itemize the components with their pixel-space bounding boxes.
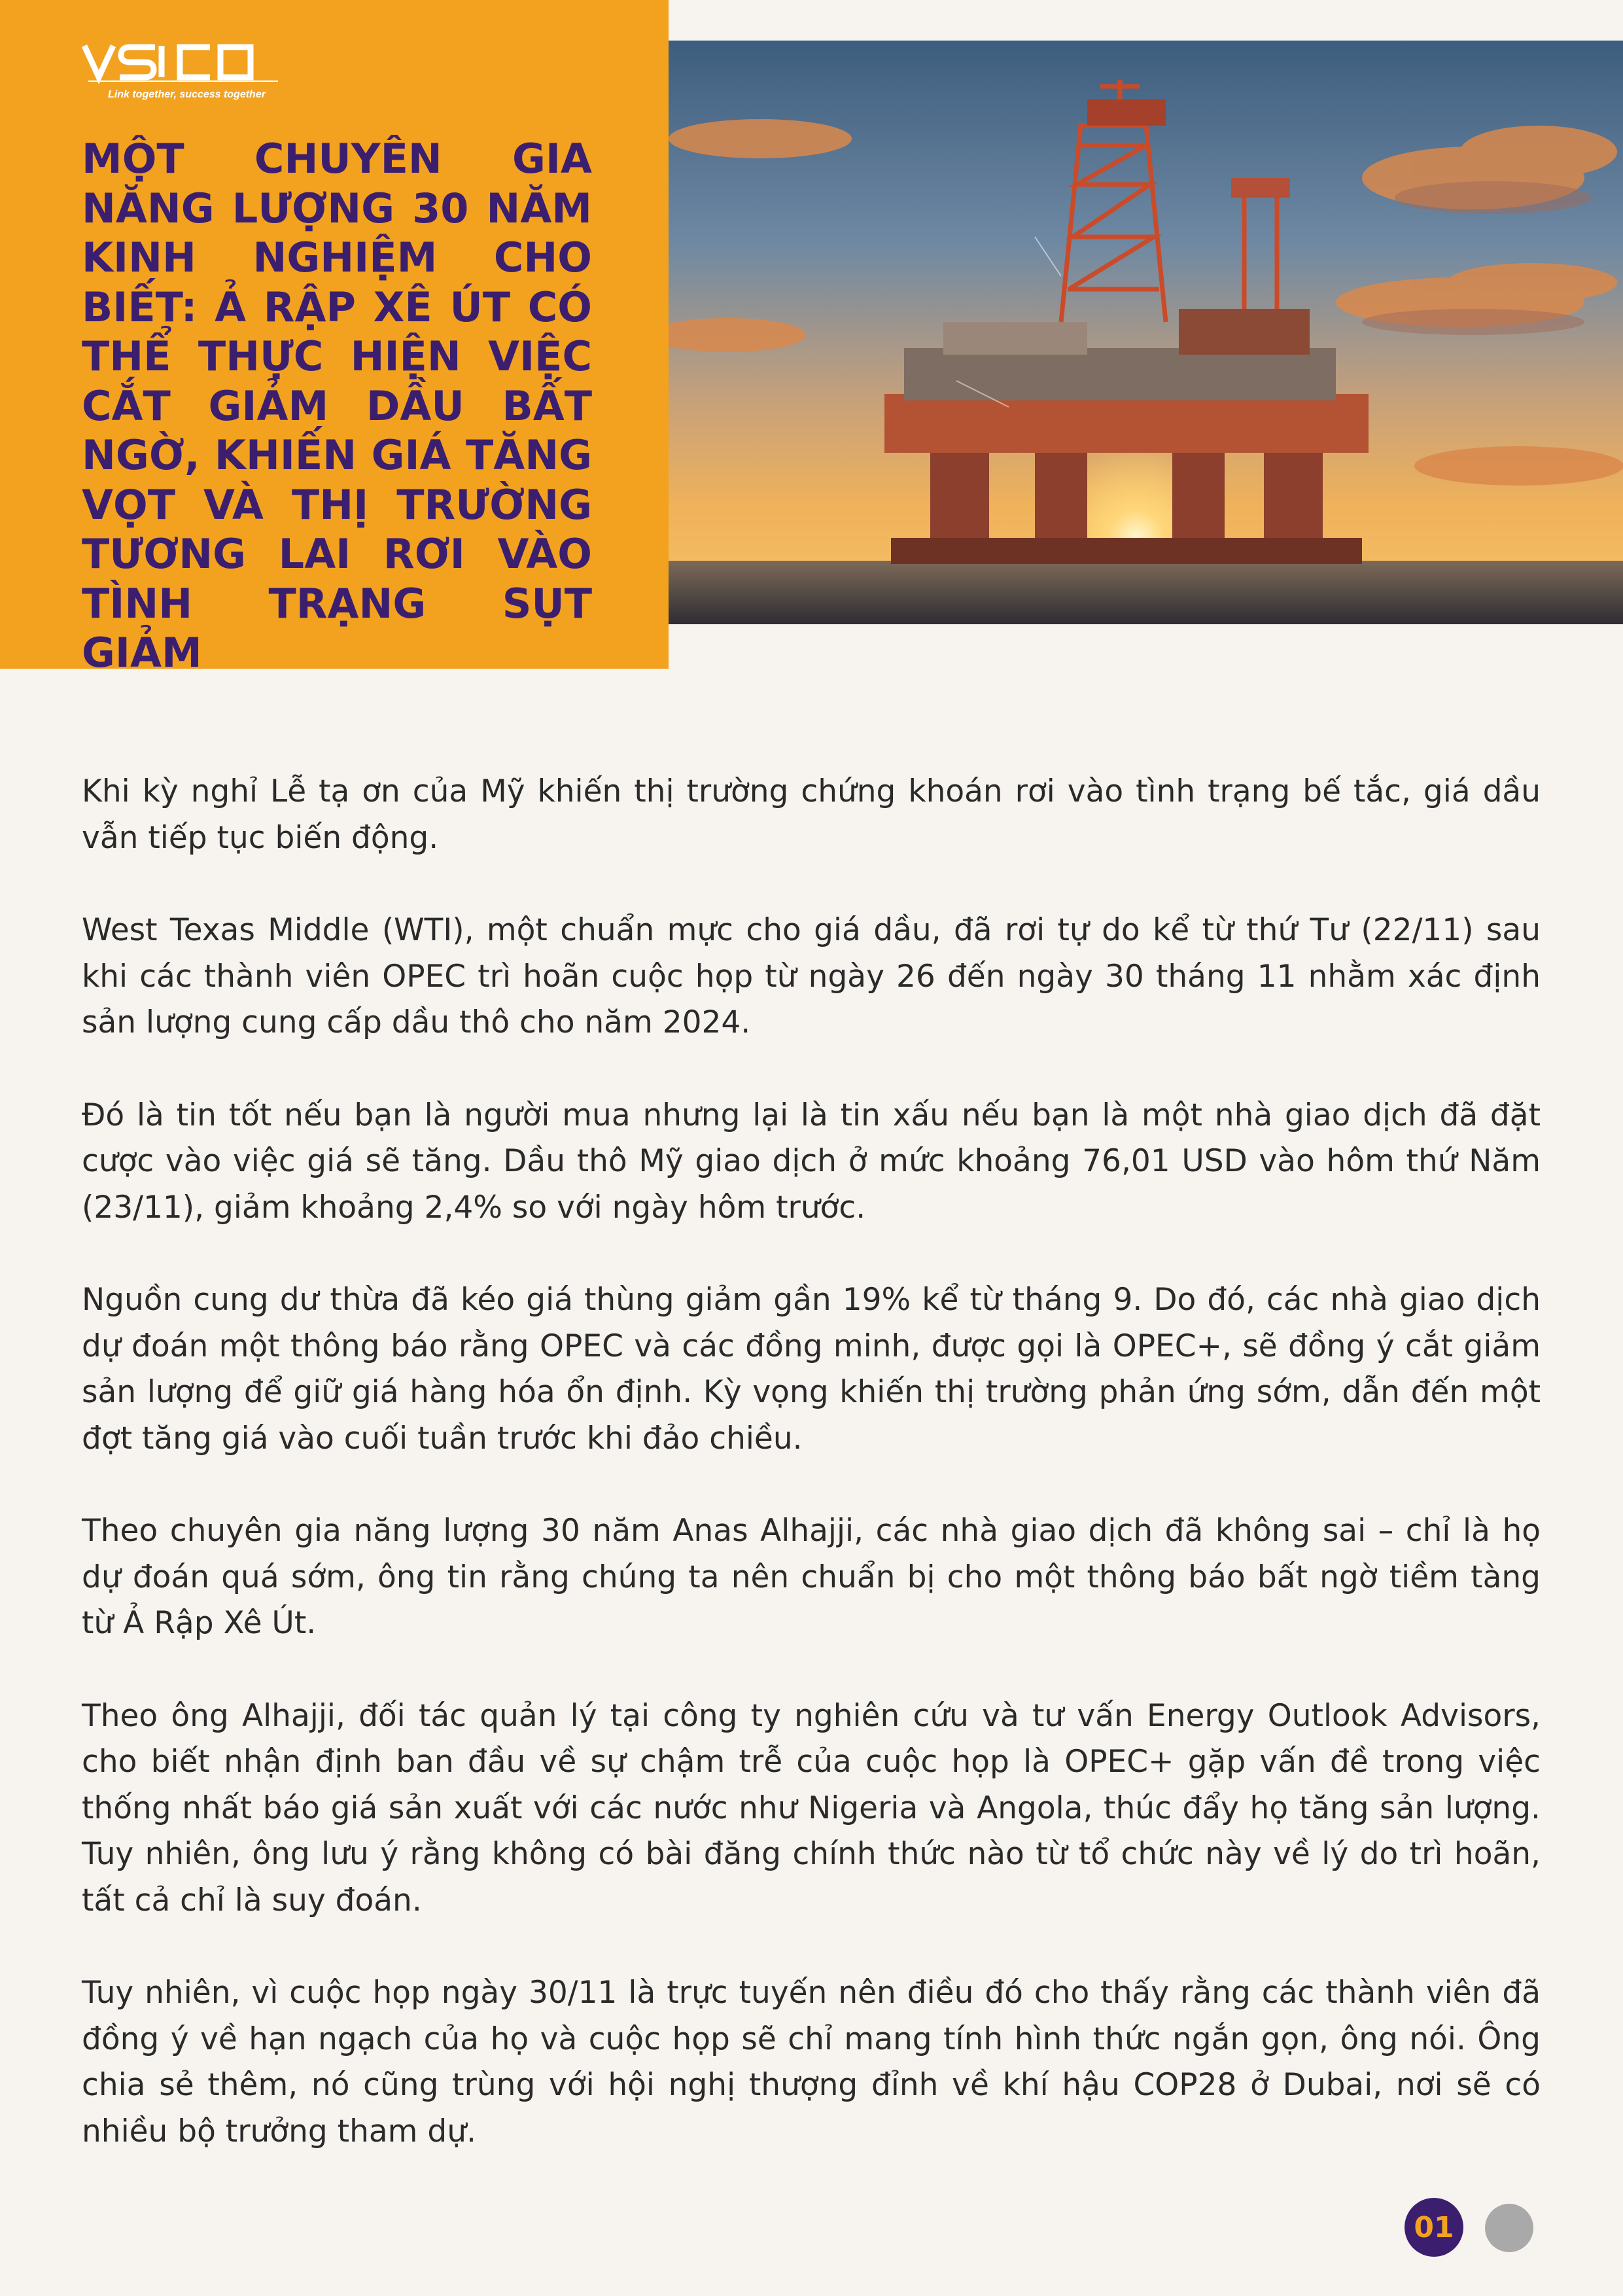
oil-rig-photo (669, 41, 1623, 624)
article-headline: MỘT CHUYÊN GIA NĂNG LƯỢNG 30 NĂM KINH NGHIỆM CHO BIẾT: Ả RẬP XÊ ÚT CÓ THỂ THỰC HIỆN VIỆC CẮT GIẢM DẦU BẤT NGỜ, KHIẾN GIÁ TĂNG VỌT VÀ THỊ TRƯỜNG TƯƠNG LAI RƠI VÀO TÌNH TRẠNG SỤT GIẢM (82, 135, 592, 677)
article-paragraph: West Texas Middle (WTI), một chuẩn mực cho giá dầu, đã rơi tự do kể từ thứ Tư (22/11) sau khi các thành viên OPEC trì hoãn cuộc họp từ ngày 26 đến ngày 30 tháng 11 nhằm xác định sản lượng cung cấp dầu thô cho năm 2024. (82, 912, 1541, 1040)
next-page-dot[interactable] (1485, 2204, 1533, 2252)
article-paragraph: Nguồn cung dư thừa đã kéo giá thùng giảm gần 19% kể từ tháng 9. Do đó, các nhà giao dịch dự đoán một thông báo rằng OPEC và các đồng minh, được gọi là OPEC+, sẽ đồng ý cắt giảm sản lượng để giữ giá hàng hóa ổn định. Kỳ vọng khiến thị trường phản ứng sớm, dẫn đến một đợt tăng giá vào cuối tuần trước khi đảo chiều. (82, 1282, 1541, 1457)
page-number-badge: 01 (1405, 2198, 1463, 2257)
logo-tagline: Link together, success together (108, 89, 266, 100)
article-paragraph: Theo chuyên gia năng lượng 30 năm Anas Alhajji, các nhà giao dịch đã không sai – chỉ là họ dự đoán quá sớm, ông tin rằng chúng ta nên chuẩn bị cho một thông báo bất ngờ tiềm tàng từ Ả Rập Xê Út. (82, 1513, 1541, 1641)
article-paragraph: Theo ông Alhajji, đối tác quản lý tại công ty nghiên cứu và tư vấn Energy Outlook Advisors, cho biết nhận định ban đầu về sự chậm trễ của cuộc họp là OPEC+ gặp vấn đề trong việc thống nhất báo giá sản xuất với các nước như Nigeria và Angola, thúc đẩy họ tăng sản lượng. Tuy nhiên, ông lưu ý rằng không có bài đăng chính thức nào từ tổ chức này về lý do trì hoãn, tất cả chỉ là suy đoán. (82, 1697, 1541, 1918)
article-paragraph: Tuy nhiên, vì cuộc họp ngày 30/11 là trực tuyến nên điều đó cho thấy rằng các thành viên đã đồng ý về hạn ngạch của họ và cuộc họp sẽ chỉ mang tính hình thức ngắn gọn, ông nói. Ông chia sẻ thêm, nó cũng trùng với hội nghị thượng đỉnh về khí hậu COP28 ở Dubai, nơi sẽ có nhiều bộ trưởng tham dự. (82, 1975, 1541, 2149)
article-paragraph: Đó là tin tốt nếu bạn là người mua nhưng lại là tin xấu nếu bạn là một nhà giao dịch đã đặt cược vào việc giá sẽ tăng. Dầu thô Mỹ giao dịch ở mức khoảng 76,01 USD vào hôm thứ Năm (23/11), giảm khoảng 2,4% so với ngày hôm trước. (82, 1097, 1541, 1226)
article-paragraph: Khi kỳ nghỉ Lễ tạ ơn của Mỹ khiến thị trường chứng khoán rơi vào tình trạng bế tắc, giá dầu vẫn tiếp tục biến động. (82, 773, 1541, 856)
article-body (82, 769, 1541, 2201)
header-panel (0, 0, 669, 677)
